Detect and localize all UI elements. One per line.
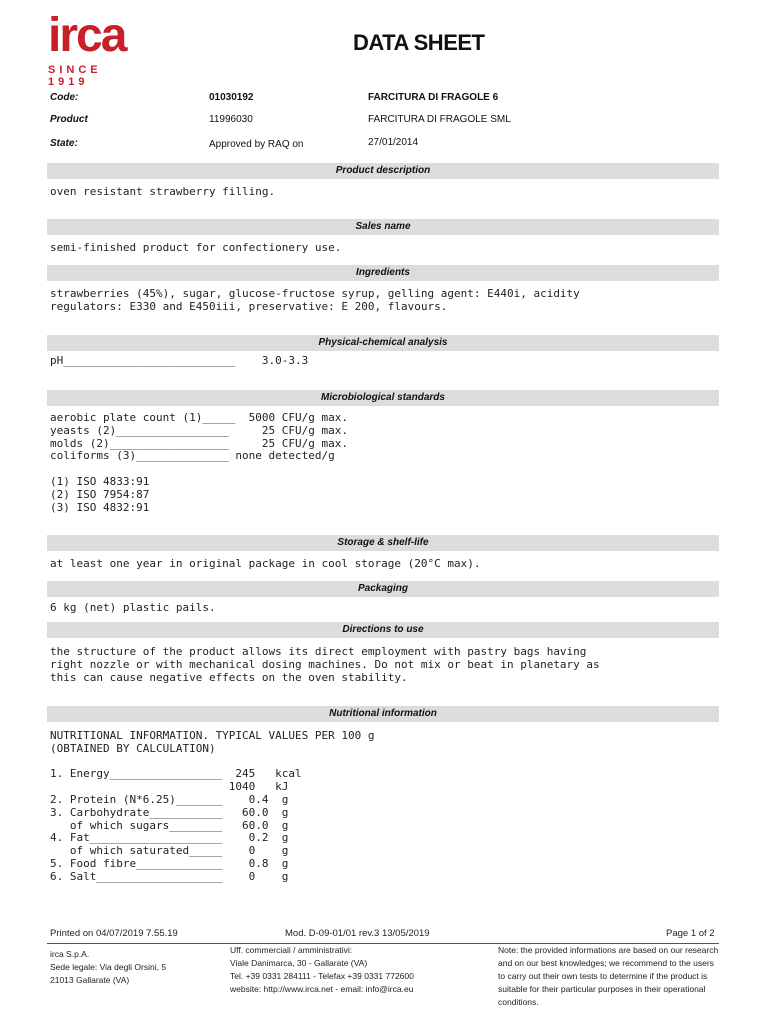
code-label: Code:: [50, 92, 79, 103]
office-phone: Tel. +39 0331 284111 - Telefax +39 0331 772600: [230, 971, 414, 981]
packaging-text: 6 kg (net) plastic pails.: [50, 601, 216, 614]
nutritional-text: NUTRITIONAL INFORMATION. TYPICAL VALUES PER 100 g (OBTAINED BY CALCULATION) 1. Energy_________________ 245 kcal 1040 kJ 2. Protein (N*6.25)_______ 0.4 g 3. Carbohydrate___________ 60.0 g of which sugars________ 60.0 g 4. Fat____________________ 0.2 g of which saturated_____ 0 g 5. Food fibre_____________ 0.8 g 6. Salt___________________ 0 g: [50, 729, 375, 883]
disclaimer-note: [498, 944, 723, 1009]
printed-date: Printed on 04/07/2019 7.55.19: [50, 928, 178, 939]
microbiological-text: aerobic plate count (1)_____ 5000 CFU/g max. yeasts (2)_________________ 25 CFU/g max. molds (2)__________________ 25 CFU/g max. coliforms (3)______________ none detected/g (1) ISO 4833:91 (2) ISO 7954:87 (3) ISO 4832:91: [50, 411, 349, 514]
product-description-bar: Product description: [47, 163, 719, 179]
microbiological-bar: Microbiological standards: [47, 390, 719, 406]
storage-bar: Storage & shelf-life: [47, 535, 719, 551]
product-value: 11996030: [209, 114, 253, 125]
note-line: Note: the provided informations are based on our research: [498, 945, 719, 955]
company-name: irca S.p.A.: [50, 949, 90, 959]
form-revision: Mod. D-09-01/01 rev.3 13/05/2019: [285, 928, 430, 939]
note-line: suitable for their particular purposes in their operational: [498, 984, 706, 994]
office-address: Viale Danimarca, 30 - Gallarate (VA): [230, 958, 368, 968]
logo-since: SINCE 1919: [48, 64, 102, 88]
product-label: Product: [50, 114, 88, 125]
sales-name-bar: Sales name: [47, 219, 719, 235]
product-name: FARCITURA DI FRAGOLE SML: [368, 114, 511, 125]
product-description-text: oven resistant strawberry filling.: [50, 185, 276, 198]
packaging-bar: Packaging: [47, 581, 719, 597]
office-heading: Uff. commerciali / amministrativi:: [230, 945, 353, 955]
directions-text: the structure of the product allows its direct employment with pastry bags having right nozzle or with mechanical dosing machines. Do not mix or beat in planetary as this can cause negative effects on the oven stability.: [50, 645, 600, 684]
code-value: 01030192: [209, 92, 254, 103]
page-title: DATA SHEET: [353, 30, 485, 55]
state-date: 27/01/2014: [368, 137, 419, 148]
office-web: website: http://www.irca.net - email: info@irca.eu: [230, 984, 414, 994]
office-contacts: [230, 944, 490, 996]
physical-chemical-bar: Physical-chemical analysis: [47, 335, 719, 351]
note-line: and on our best knowledges; we recommend to the users: [498, 958, 714, 968]
nutritional-bar: Nutritional information: [47, 706, 719, 722]
page-number: Page 1 of 2: [666, 928, 715, 939]
note-line: conditions.: [498, 997, 539, 1007]
state-value: Approved by RAQ on: [209, 139, 304, 150]
company-legal-seat: Sede legale: Via degli Orsini, 5: [50, 962, 167, 972]
physical-chemical-text: pH__________________________ 3.0-3.3: [50, 354, 309, 367]
directions-bar: Directions to use: [47, 622, 719, 638]
company-city: 21013 Gallarate (VA): [50, 975, 130, 985]
sales-name-text: semi-finished product for confectionery use.: [50, 241, 342, 254]
ingredients-bar: Ingredients: [47, 265, 719, 281]
ingredients-text: strawberries (45%), sugar, glucose-fructose syrup, gelling agent: E440i, acidity regulators: E330 and E450iii, preservative: E 200, flavours.: [50, 287, 580, 313]
logo-wordmark: irca: [48, 9, 126, 62]
irca-logo: [48, 9, 148, 88]
storage-text: at least one year in original package in cool storage (20°C max).: [50, 557, 481, 570]
company-address: [50, 948, 220, 987]
state-label: State:: [50, 138, 78, 149]
code-name: FARCITURA DI FRAGOLE 6: [368, 92, 499, 103]
note-line: to carry out their own tests to determine if the product is: [498, 971, 708, 981]
